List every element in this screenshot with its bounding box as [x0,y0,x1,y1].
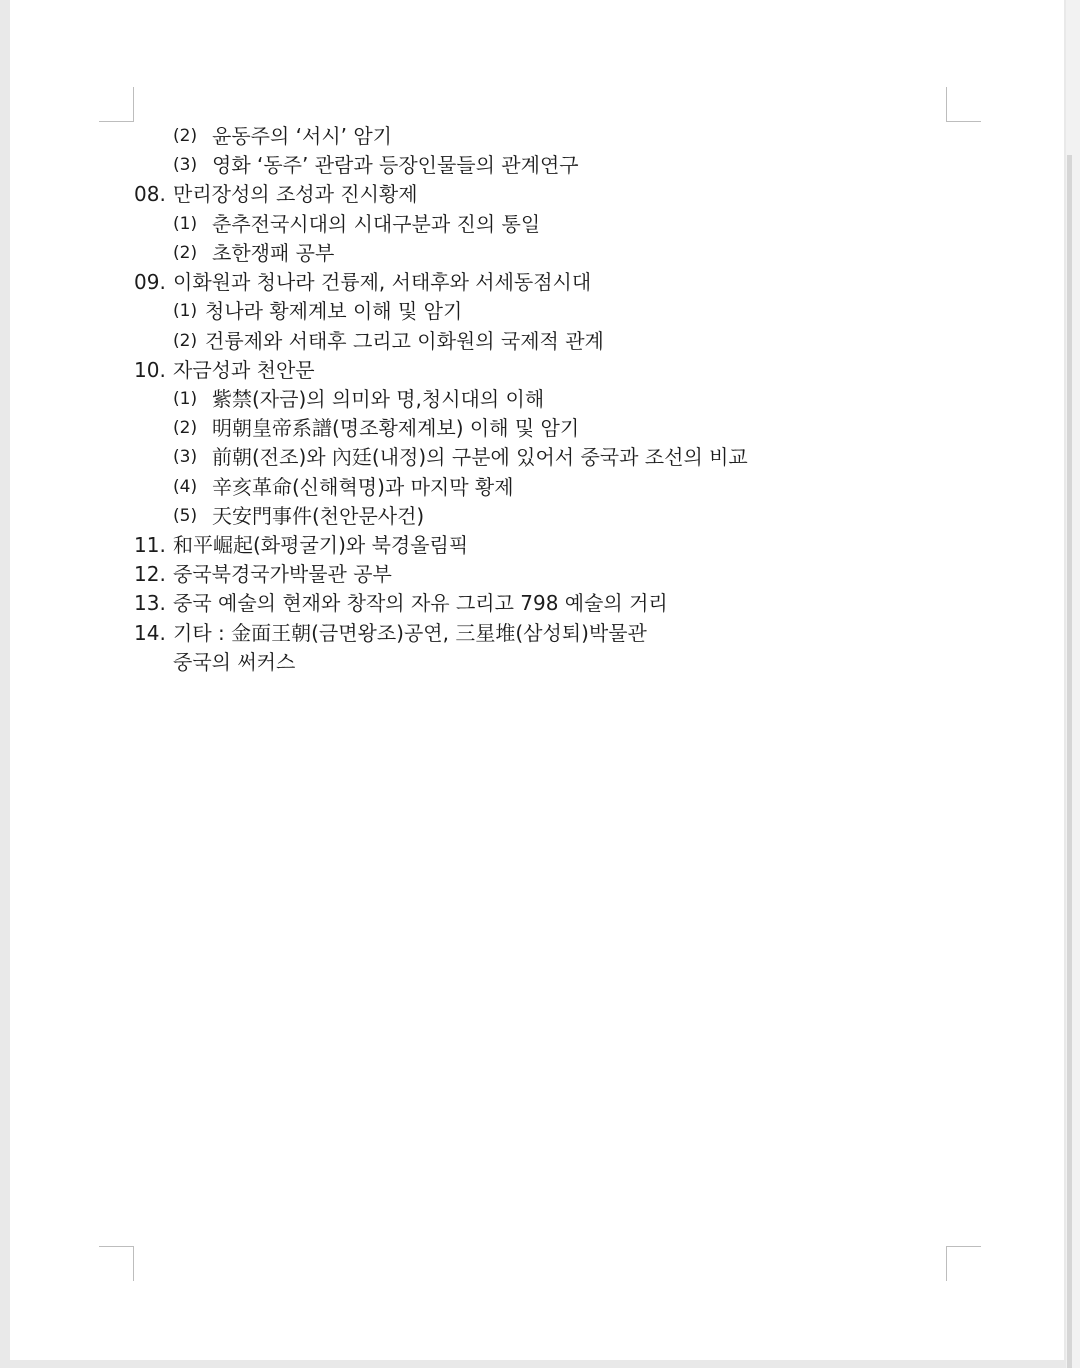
item-number: (4) [173,477,198,497]
item-number: 09. [134,270,166,294]
item-text: 중국 예술의 현재와 창작의 자유 그리고 798 예술의 거리 [173,591,668,615]
item-number: (2) [173,126,198,146]
item-text: 和平崛起(화평굴기)와 북경올림픽 [173,533,469,557]
item-text: 前朝(전조)와 內廷(내정)의 구분에 있어서 중국과 조선의 비교 [212,445,748,469]
item-text: 明朝皇帝系譜(명조황제계보) 이해 및 암기 [212,416,580,440]
item-text: 자금성과 천안문 [173,358,315,382]
document-body [10,0,1064,1360]
item-number: (1) [173,389,198,409]
item-text: 춘추전국시대의 시대구분과 진의 통일 [212,212,541,236]
item-number: 08. [134,182,166,206]
item-number: (3) [173,155,198,175]
item-number: (3) [173,447,198,467]
item-text: 영화 ‘동주’ 관람과 등장인물들의 관계연구 [212,153,579,177]
item-number: (2) [173,418,198,438]
item-text: 만리장성의 조성과 진시황제 [173,182,418,206]
item-text: 윤동주의 ‘서시’ 암기 [212,124,392,148]
item-number: 11. [134,533,166,557]
item-text: 중국북경국가박물관 공부 [173,562,392,586]
item-text: 이화원과 청나라 건륭제, 서태후와 서세동점시대 [173,270,592,294]
document-page [10,0,1064,1360]
scrollbar-thumb[interactable] [1067,155,1072,1368]
item-text: 紫禁(자금)의 의미와 명,청시대의 이해 [212,387,545,411]
item-text: 天安門事件(천안문사건) [212,504,425,528]
item-number: (2) [173,331,198,351]
item-number: (5) [173,506,198,526]
item-text: 기타 : 金面王朝(금면왕조)공연, 三星堆(삼성퇴)박물관 [173,621,647,645]
item-number: 14. [134,621,166,645]
item-text: 청나라 황제계보 이해 및 암기 [205,299,463,323]
item-text: 중국의 써커스 [173,650,296,674]
item-number: 13. [134,591,166,615]
item-number: (2) [173,243,198,263]
item-number: (1) [173,301,198,321]
item-text: 辛亥革命(신해혁명)과 마지막 황제 [212,475,514,499]
item-number: 10. [134,358,166,382]
item-text: 건륭제와 서태후 그리고 이화원의 국제적 관계 [205,329,604,353]
item-number: 12. [134,562,166,586]
item-number: (1) [173,214,198,234]
item-text: 초한쟁패 공부 [212,241,335,265]
